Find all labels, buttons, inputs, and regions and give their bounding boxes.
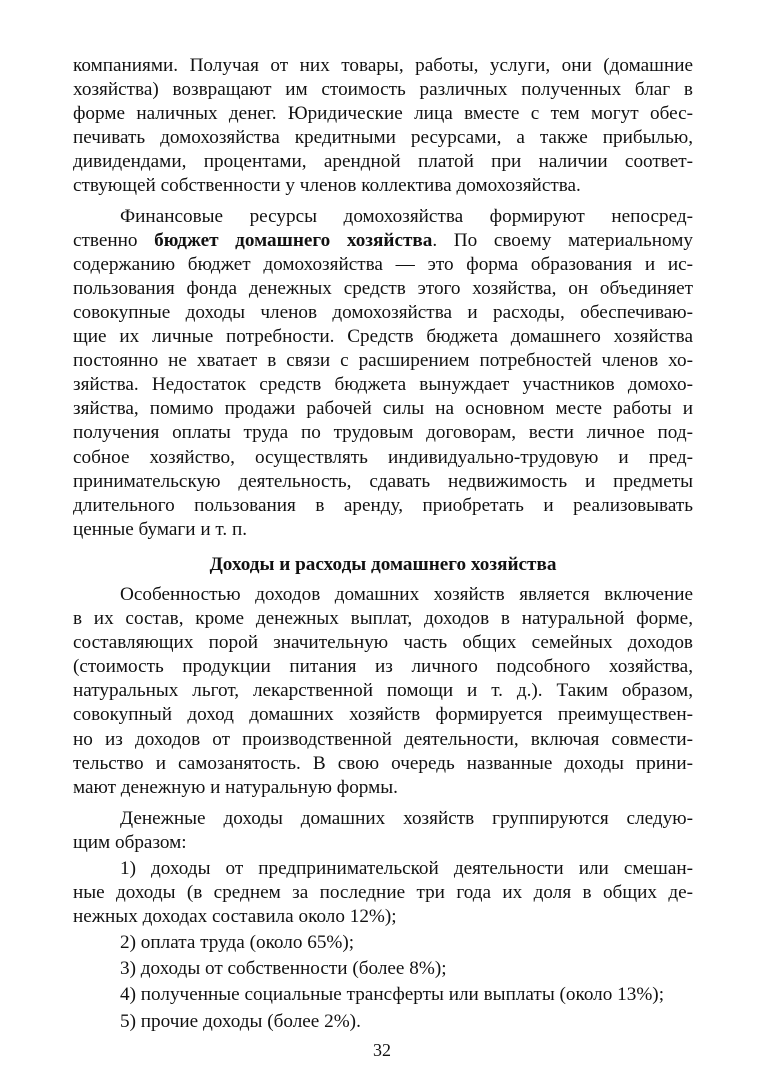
text-line: форме наличных денег. Юридические лица вместе с тем могут обес- — [73, 103, 693, 125]
text-line: компаниями. Получая от них товары, работы, услуги, они (домашние — [73, 55, 693, 76]
section-heading: Доходы и расходы домашнего хозяйства — [209, 553, 557, 575]
text-line: (стоимость продукции питания из личного подсобного хозяйства, — [73, 656, 693, 678]
list-item — [73, 857, 693, 929]
text-line: ные доходы (в среднем за последние три года их доля в общих де- — [73, 882, 693, 904]
text-line: постоянно не хватает в связи с расширением потребностей членов хо- — [73, 350, 693, 372]
text-line: нежных доходах составила около 12%); — [73, 906, 397, 928]
book-page — [73, 54, 693, 1034]
text-line: натуральных льгот, лекарственной помощи и т. д.). Таким образом, — [73, 680, 693, 702]
list-item: 5) прочие доходы (более 2%). — [120, 1010, 361, 1032]
text-line: щим образом: — [73, 831, 187, 853]
text-line: собное хозяйство, осуществлять индивидуально-трудовую и пред- — [73, 446, 693, 468]
list-item: 3) доходы от собственности (более 8%); — [120, 958, 447, 980]
list-item: 4) полученные социальные трансферты или выплаты (около 13%); — [120, 984, 665, 1006]
income-list — [73, 857, 693, 1034]
text-line: но из доходов от производственной деятельности, включая совмести- — [73, 728, 693, 750]
bold-term-household-budget: бюджет домашнего хозяйства — [154, 229, 433, 251]
text-line: ствующей собственности у членов коллектива домохозяйства. — [73, 175, 581, 197]
paragraph-household-relations — [73, 54, 693, 199]
text-line: пользования фонда денежных средств этого хозяйства, он объединяет — [73, 277, 693, 299]
text-line: 1) доходы от предпринимательской деятельности или смешан- — [120, 858, 693, 879]
text-fragment: ственно — [73, 229, 155, 251]
text-line: совокупные доходы членов домохозяйства и расходы, обеспечиваю- — [73, 301, 693, 323]
text-line: тельство и самозанятость. В свою очередь названные доходы прини- — [73, 752, 693, 774]
text-line: зяйства. Недостаток средств бюджета вынуждает участников домохо- — [73, 374, 693, 396]
paragraph-household-budget — [73, 205, 693, 542]
text-fragment: . По своему материальному — [432, 229, 693, 251]
paragraph-income-grouping — [73, 807, 693, 855]
text-line: ценные бумаги и т. п. — [73, 518, 248, 540]
text-line: совокупный доход домашних хозяйств формируется преимуществен- — [73, 704, 693, 726]
text-line: содержанию бюджет домохозяйства — это форма образования и ис- — [73, 253, 693, 275]
text-line: дивидендами, процентами, арендной платой при наличии соответ- — [73, 151, 693, 173]
text-line: мают денежную и натуральную формы. — [73, 776, 398, 798]
list-item: 2) оплата труда (около 65%); — [120, 932, 355, 954]
text-line: принимательскую деятельность, сдавать недвижимость и предметы — [73, 470, 693, 492]
text-line: длительного пользования в аренду, приобретать и реализовывать — [73, 494, 693, 516]
paragraph-income-features — [73, 583, 693, 800]
text-line: Денежные доходы домашних хозяйств группируются следую- — [120, 807, 693, 829]
text-line: в их состав, кроме денежных выплат, доходов в натуральной форме, — [73, 608, 693, 630]
text-line: составляющих порой значительную часть общих семейных доходов — [73, 632, 693, 654]
text-line: зяйства, помимо продажи рабочей силы на основном месте работы и — [73, 398, 693, 420]
page-number: 32 — [373, 1040, 391, 1060]
text-line: печивать домохозяйства кредитными ресурсами, а также прибылью, — [73, 127, 693, 149]
text-line: получения оплаты труда по трудовым договорам, вести личное под- — [73, 422, 693, 444]
text-line: Особенностью доходов домашних хозяйств является включение — [120, 583, 693, 605]
text-line: щие их личные потребности. Средств бюджета домашнего хозяйства — [73, 326, 693, 348]
text-line: хозяйства) возвращают им стоимость различных полученных благ в — [73, 79, 693, 101]
text-line-with-term — [73, 229, 693, 253]
text-line: Финансовые ресурсы домохозяйства формируют непосред- — [120, 205, 693, 227]
